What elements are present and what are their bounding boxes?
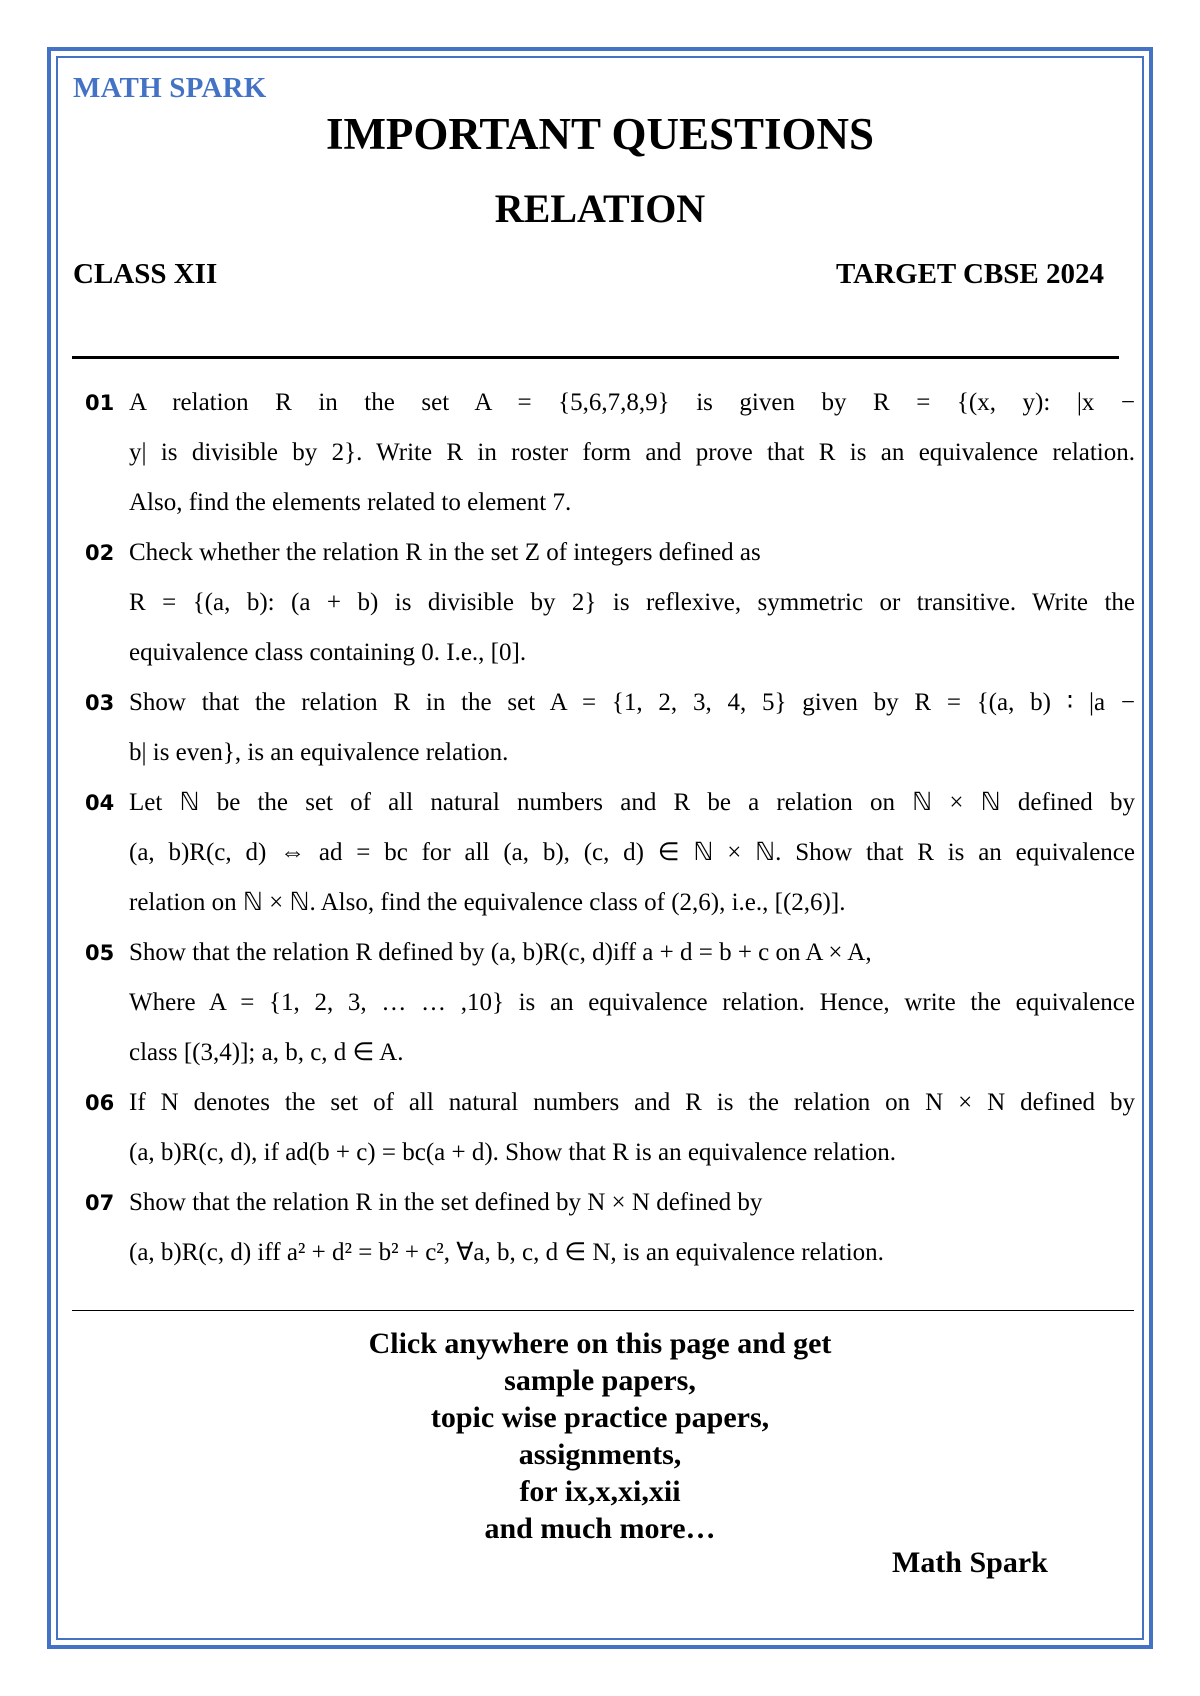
question-number: 05: [85, 941, 115, 965]
question-list: [85, 378, 1135, 1278]
question-06: [85, 1078, 1135, 1178]
promo-line[interactable]: and much more…: [484, 1512, 716, 1545]
question-01: [85, 378, 1135, 528]
question-number: 03: [85, 691, 115, 715]
page-subtitle: RELATION: [494, 186, 706, 231]
promo-link-block[interactable]: [0, 1325, 1200, 1547]
question-03: [85, 678, 1135, 778]
divider-top: [72, 356, 1119, 359]
question-number: 06: [85, 1091, 115, 1115]
question-text-line: equivalence class containing 0. I.e., [0].: [129, 639, 527, 666]
question-text-line: A relation R in the set A = {5,6,7,8,9} is given by R = {(x, y): |x −: [129, 389, 1135, 416]
question-text-line: Where A = {1, 2, 3, … … ,10} is an equivalence relation. Hence, write the equivalence: [129, 989, 1135, 1016]
question-text-line: relation on ℕ × ℕ. Also, find the equivalence class of (2,6), i.e., [(2,6)].: [129, 889, 846, 916]
question-text-line: Show that the relation R in the set defined by N × N defined by: [129, 1189, 763, 1216]
question-text-line: R = {(a, b): (a + b) is divisible by 2} is reflexive, symmetric or transitive. Write the: [129, 589, 1135, 616]
promo-line[interactable]: topic wise practice papers,: [430, 1401, 770, 1434]
promo-line[interactable]: sample papers,: [504, 1364, 696, 1397]
question-number: 02: [85, 541, 115, 565]
promo-line[interactable]: for ix,x,xi,xii: [519, 1475, 681, 1508]
page-title: IMPORTANT QUESTIONS: [325, 109, 875, 159]
target-label: TARGET CBSE 2024: [835, 258, 1104, 290]
question-text-line: (a, b)R(c, d) ⇔ ad = bc for all (a, b), (c, d) ∈ ℕ × ℕ. Show that R is an equivalence: [129, 839, 1135, 866]
question-text-line: If N denotes the set of all natural numbers and R is the relation on N × N defined by: [129, 1089, 1135, 1116]
question-text-line: Show that the relation R defined by (a, b)R(c, d)iff a + d = b + c on A × A,: [129, 939, 872, 966]
question-07: [85, 1178, 1135, 1278]
class-label: CLASS XII: [73, 258, 218, 290]
divider-bottom: [72, 1310, 1134, 1311]
question-text-line: Check whether the relation R in the set Z of integers defined as: [129, 539, 761, 566]
promo-line[interactable]: assignments,: [518, 1438, 682, 1471]
question-text-line: (a, b)R(c, d), if ad(b + c) = bc(a + d). Show that R is an equivalence relation.: [129, 1139, 897, 1166]
question-05: [85, 928, 1135, 1078]
question-02: [85, 528, 1135, 678]
question-number: 01: [85, 391, 115, 415]
question-text-line: (a, b)R(c, d) iff a² + d² = b² + c², ∀a, b, c, d ∈ N, is an equivalence relation.: [129, 1239, 884, 1266]
question-number: 04: [85, 791, 115, 815]
question-number: 07: [85, 1191, 115, 1215]
question-text-line: Show that the relation R in the set A = {1, 2, 3, 4, 5} given by R = {(a, b) ∶ |a −: [129, 689, 1135, 716]
question-text-line: Also, find the elements related to element 7.: [129, 489, 572, 516]
brand-label: MATH SPARK: [73, 72, 267, 104]
signature: Math Spark: [892, 1546, 1048, 1579]
question-text-line: b| is even}, is an equivalence relation.: [129, 739, 509, 766]
question-text-line: class [(3,4)]; a, b, c, d ∈ A.: [129, 1039, 404, 1066]
promo-line[interactable]: Click anywhere on this page and get: [368, 1327, 832, 1360]
question-text-line: y| is divisible by 2}. Write R in roster form and prove that R is an equivalence relation.: [129, 439, 1135, 466]
question-04: [85, 778, 1135, 928]
question-text-line: Let ℕ be the set of all natural numbers and R be a relation on ℕ × ℕ defined by: [129, 789, 1135, 816]
